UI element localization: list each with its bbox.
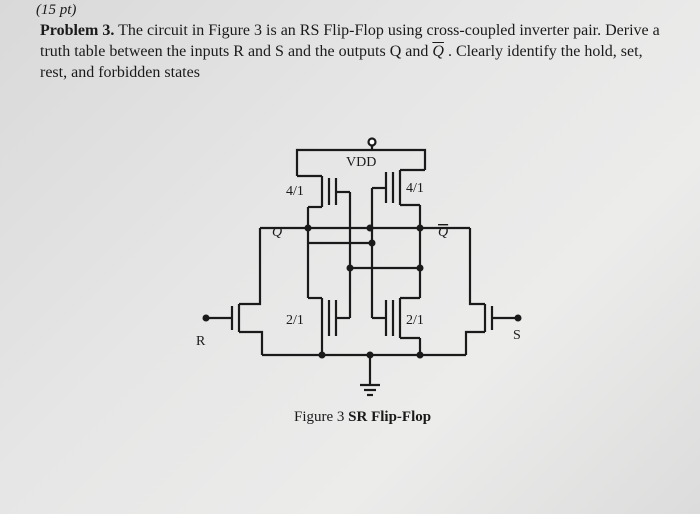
vdd-label: VDD bbox=[346, 155, 377, 170]
problem-line-3: rest, and forbidden states bbox=[40, 64, 200, 81]
problem-line-2b: . Clearly identify the hold, set, bbox=[443, 43, 643, 60]
problem-qbar: $\overline{Q}$ bbox=[432, 43, 444, 60]
pmos-right-size: 4/1 bbox=[406, 181, 424, 196]
problem-number: Problem 3. bbox=[40, 22, 115, 39]
problem-line-1: The circuit in Figure 3 is an RS Flip-Flop using cross-coupled inverter pair. Derive a bbox=[114, 22, 660, 39]
figure-caption-title: SR Flip-Flop bbox=[348, 409, 432, 425]
r-label: R bbox=[196, 334, 206, 349]
figure-caption-prefix: Figure 3 bbox=[294, 409, 349, 425]
figure-caption bbox=[294, 409, 431, 426]
points-label: (15 pt) bbox=[36, 2, 77, 18]
qbar-label: Q bbox=[438, 225, 449, 240]
problem-line-2a: truth table between the inputs R and S and the outputs Q and bbox=[40, 43, 433, 60]
q-label: Q bbox=[272, 225, 283, 240]
s-label: S bbox=[513, 328, 521, 343]
nmos-right-size: 2/1 bbox=[406, 313, 424, 328]
pmos-left-size: 4/1 bbox=[286, 184, 304, 199]
nmos-left-size: 2/1 bbox=[286, 313, 304, 328]
